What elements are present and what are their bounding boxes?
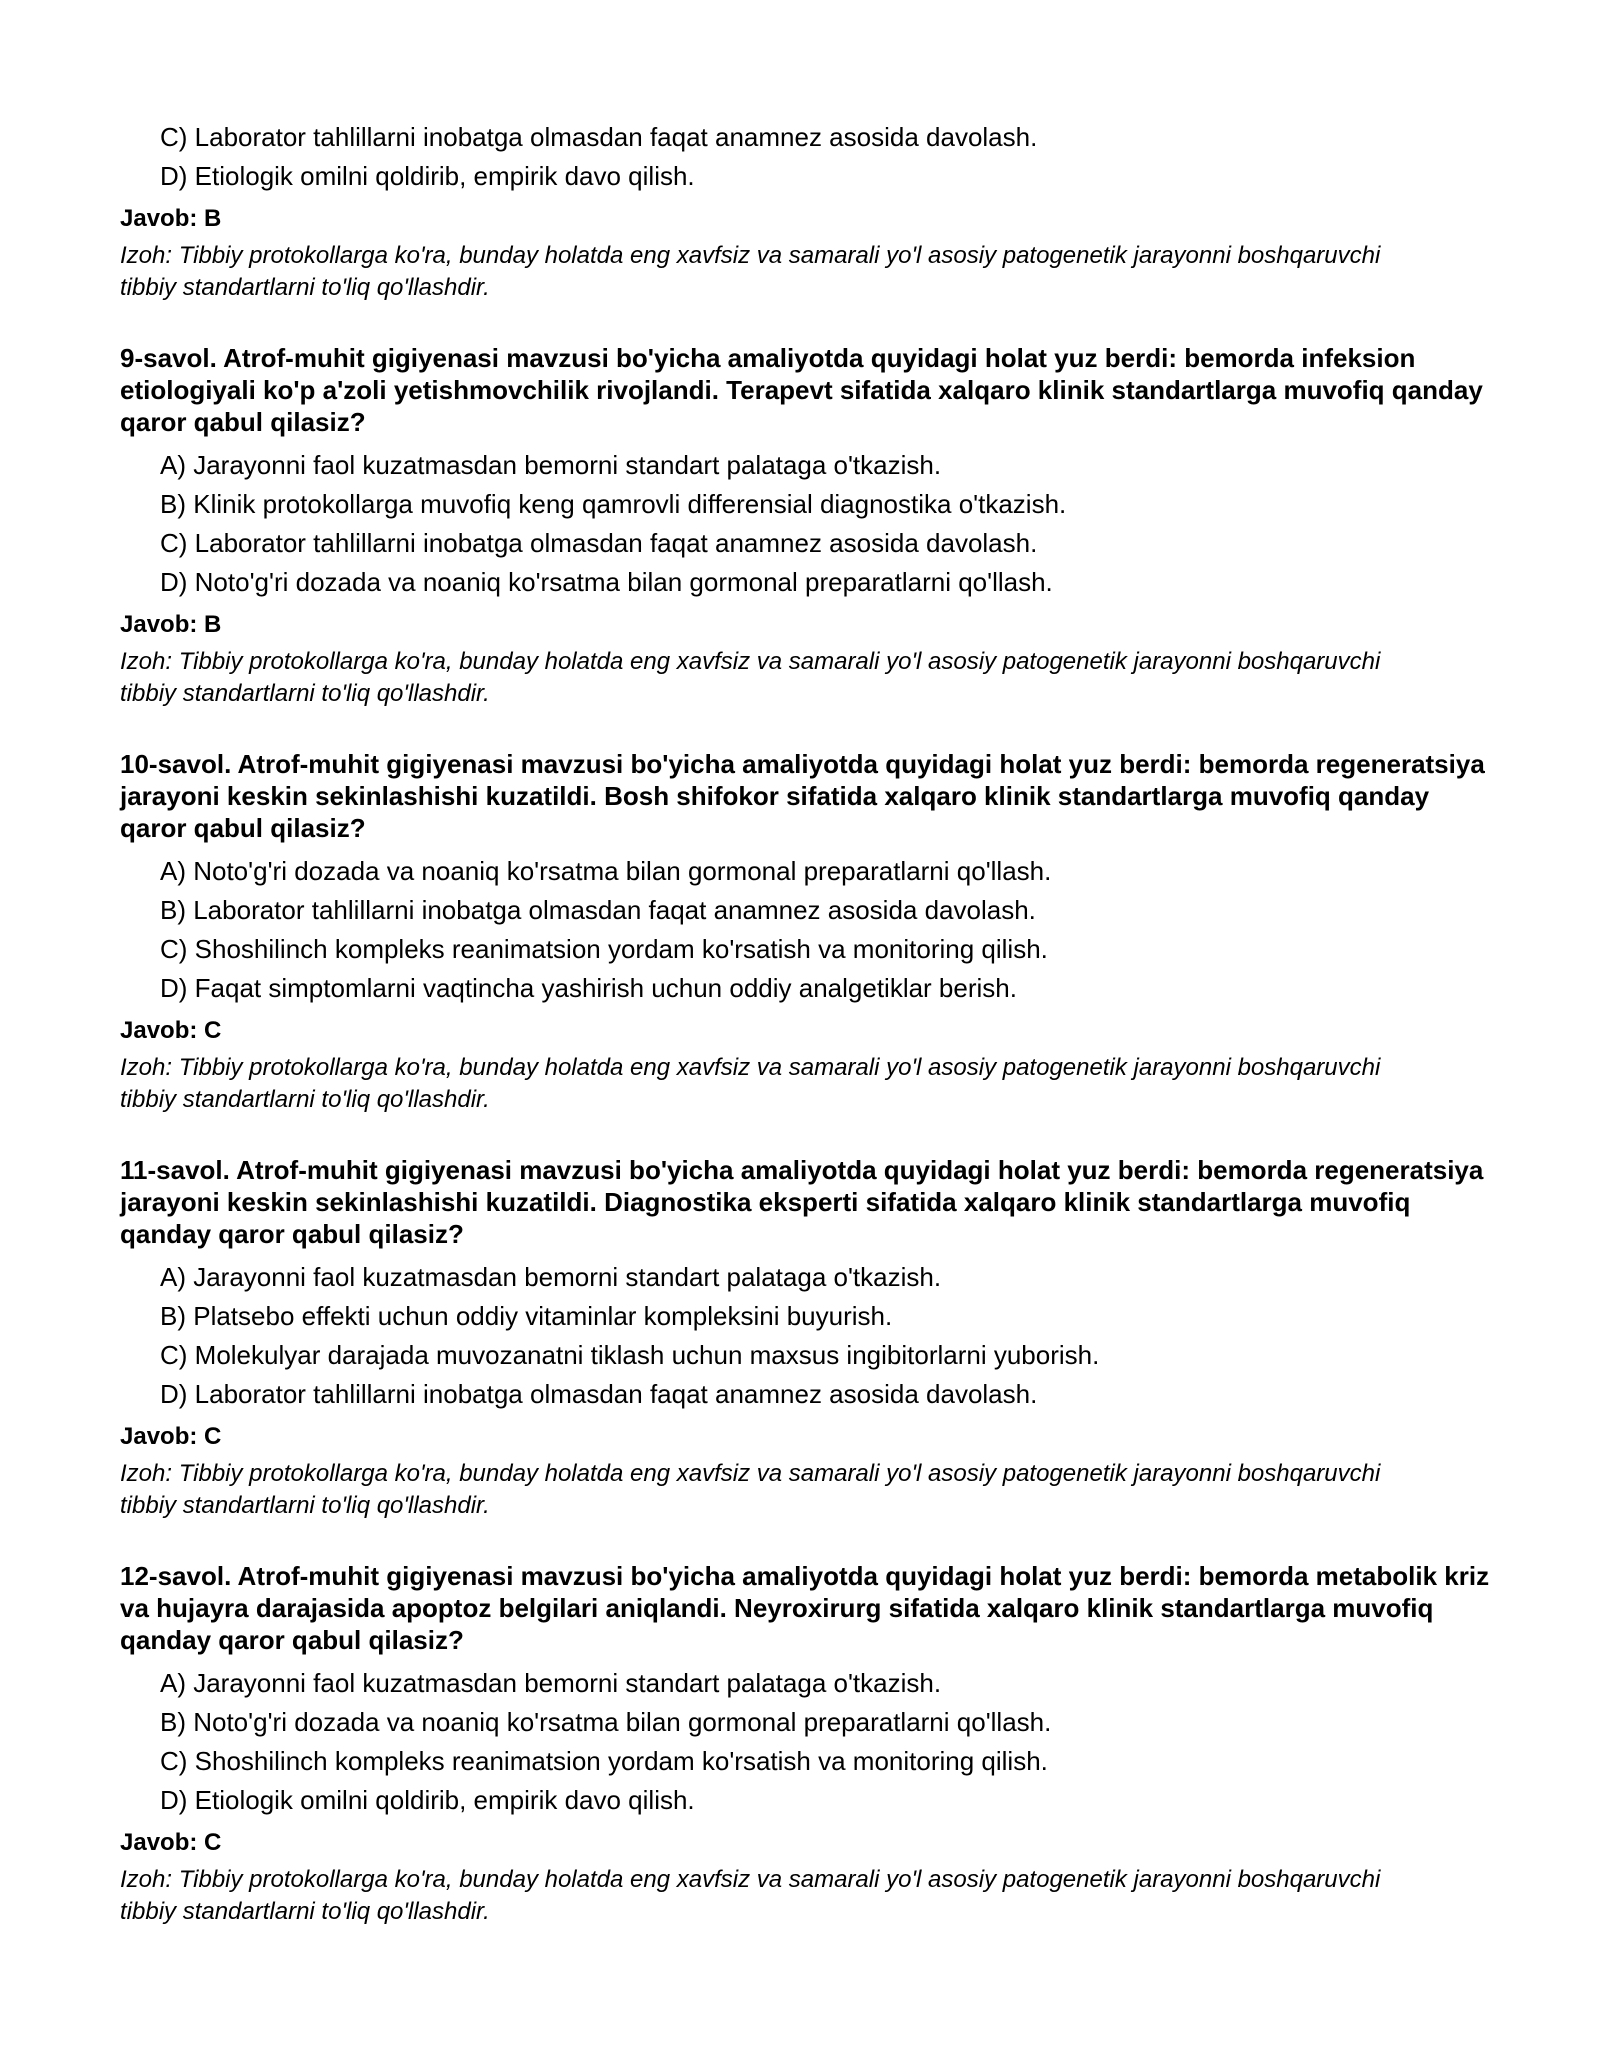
option-c: C) Shoshilinch kompleks reanimatsion yordam ko'rsatish va monitoring qilish. — [160, 934, 1048, 964]
option-c: C) Shoshilinch kompleks reanimatsion yordam ko'rsatish va monitoring qilish. — [160, 1746, 1048, 1776]
option-b: B) Platsebo effekti uchun oddiy vitaminlar kompleksini buyurish. — [160, 1301, 893, 1331]
answer-label: Javob: C — [120, 1423, 222, 1450]
question-text: 12-savol. Atrof-muhit gigiyenasi mavzusi bo'yicha amaliyotda quyidagi holat yuz berdi: bemorda metabolik kriz va hujayra darajasida apoptoz belgilari aniqlandi. Neyroxirurg sifatida xalqaro klinik standartlarga muvofiq qanday qaror qabul qilasiz? — [120, 1561, 1490, 1655]
option-c: C) Molekulyar darajada muvozanatni tiklash uchun maxsus ingibitorlarni yuborish. — [160, 1340, 1100, 1370]
explanation-note: Izoh: Tibbiy protokollarga ko'ra, bunday holatda eng xavfsiz va samarali yo'l asosiy patogenetik jarayonni boshqaruvchi tibbiy standartlarni to'liq qo'llashdir. — [120, 1866, 1381, 1925]
option-c: C) Laborator tahlillarni inobatga olmasdan faqat anamnez asosida davolash. — [160, 122, 1038, 152]
option-a: A) Jarayonni faol kuzatmasdan bemorni standart palataga o'tkazish. — [160, 450, 942, 480]
carryover-block — [120, 118, 1500, 304]
option-d: D) Etiologik omilni qoldirib, empirik davo qilish. — [160, 1785, 695, 1815]
option-d: D) Laborator tahlillarni inobatga olmasdan faqat anamnez asosida davolash. — [160, 1379, 1038, 1409]
question-10 — [120, 748, 1500, 1116]
option-a: A) Jarayonni faol kuzatmasdan bemorni standart palataga o'tkazish. — [160, 1262, 942, 1292]
explanation-note: Izoh: Tibbiy protokollarga ko'ra, bunday holatda eng xavfsiz va samarali yo'l asosiy patogenetik jarayonni boshqaruvchi tibbiy standartlarni to'liq qo'llashdir. — [120, 1054, 1381, 1113]
explanation-note: Izoh: Tibbiy protokollarga ko'ra, bunday holatda eng xavfsiz va samarali yo'l asosiy patogenetik jarayonni boshqaruvchi tibbiy standartlarni to'liq qo'llashdir. — [120, 1460, 1381, 1519]
option-b: B) Noto'g'ri dozada va noaniq ko'rsatma bilan gormonal preparatlarni qo'llash. — [160, 1707, 1052, 1737]
answer-label: Javob: C — [120, 1017, 222, 1044]
options-list — [120, 1258, 1500, 1414]
options-list — [120, 446, 1500, 602]
answer-label: Javob: B — [120, 205, 222, 232]
option-d: D) Noto'g'ri dozada va noaniq ko'rsatma bilan gormonal preparatlarni qo'llash. — [160, 567, 1053, 597]
question-12 — [120, 1560, 1500, 1928]
options-list — [120, 852, 1500, 1008]
question-text: 10-savol. Atrof-muhit gigiyenasi mavzusi bo'yicha amaliyotda quyidagi holat yuz berdi: bemorda regeneratsiya jarayoni keskin sekinlashishi kuzatildi. Bosh shifokor sifatida xalqaro klinik standartlarga muvofiq qanday qaror qabul qilasiz? — [120, 749, 1485, 843]
question-11 — [120, 1154, 1500, 1522]
explanation-note: Izoh: Tibbiy protokollarga ko'ra, bunday holatda eng xavfsiz va samarali yo'l asosiy patogenetik jarayonni boshqaruvchi tibbiy standartlarni to'liq qo'llashdir. — [120, 648, 1381, 707]
answer-label: Javob: C — [120, 1829, 222, 1856]
question-text: 11-savol. Atrof-muhit gigiyenasi mavzusi bo'yicha amaliyotda quyidagi holat yuz berdi: bemorda regeneratsiya jarayoni keskin sekinlashishi kuzatildi. Diagnostika eksperti sifatida xalqaro klinik standartlarga muvofiq qanday qaror qabul qilasiz? — [120, 1155, 1484, 1249]
option-d: D) Faqat simptomlarni vaqtincha yashirish uchun oddiy analgetiklar berish. — [160, 973, 1017, 1003]
question-9 — [120, 342, 1500, 710]
options-list — [120, 118, 1500, 196]
option-b: B) Klinik protokollarga muvofiq keng qamrovli differensial diagnostika o'tkazish. — [160, 489, 1067, 519]
option-b: B) Laborator tahlillarni inobatga olmasdan faqat anamnez asosida davolash. — [160, 895, 1036, 925]
option-a: A) Jarayonni faol kuzatmasdan bemorni standart palataga o'tkazish. — [160, 1668, 942, 1698]
question-text: 9-savol. Atrof-muhit gigiyenasi mavzusi bo'yicha amaliyotda quyidagi holat yuz berdi: bemorda infeksion etiologiyali ko'p a'zoli yetishmovchilik rivojlandi. Terapevt sifatida xalqaro klinik standartlarga muvofiq qanday qaror qabul qilasiz? — [120, 343, 1483, 437]
option-d: D) Etiologik omilni qoldirib, empirik davo qilish. — [160, 161, 695, 191]
explanation-note: Izoh: Tibbiy protokollarga ko'ra, bunday holatda eng xavfsiz va samarali yo'l asosiy patogenetik jarayonni boshqaruvchi tibbiy standartlarni to'liq qo'llashdir. — [120, 242, 1381, 301]
options-list — [120, 1664, 1500, 1820]
option-c: C) Laborator tahlillarni inobatga olmasdan faqat anamnez asosida davolash. — [160, 528, 1038, 558]
document-page — [120, 118, 1500, 1928]
option-a: A) Noto'g'ri dozada va noaniq ko'rsatma bilan gormonal preparatlarni qo'llash. — [160, 856, 1052, 886]
answer-label: Javob: B — [120, 611, 222, 638]
